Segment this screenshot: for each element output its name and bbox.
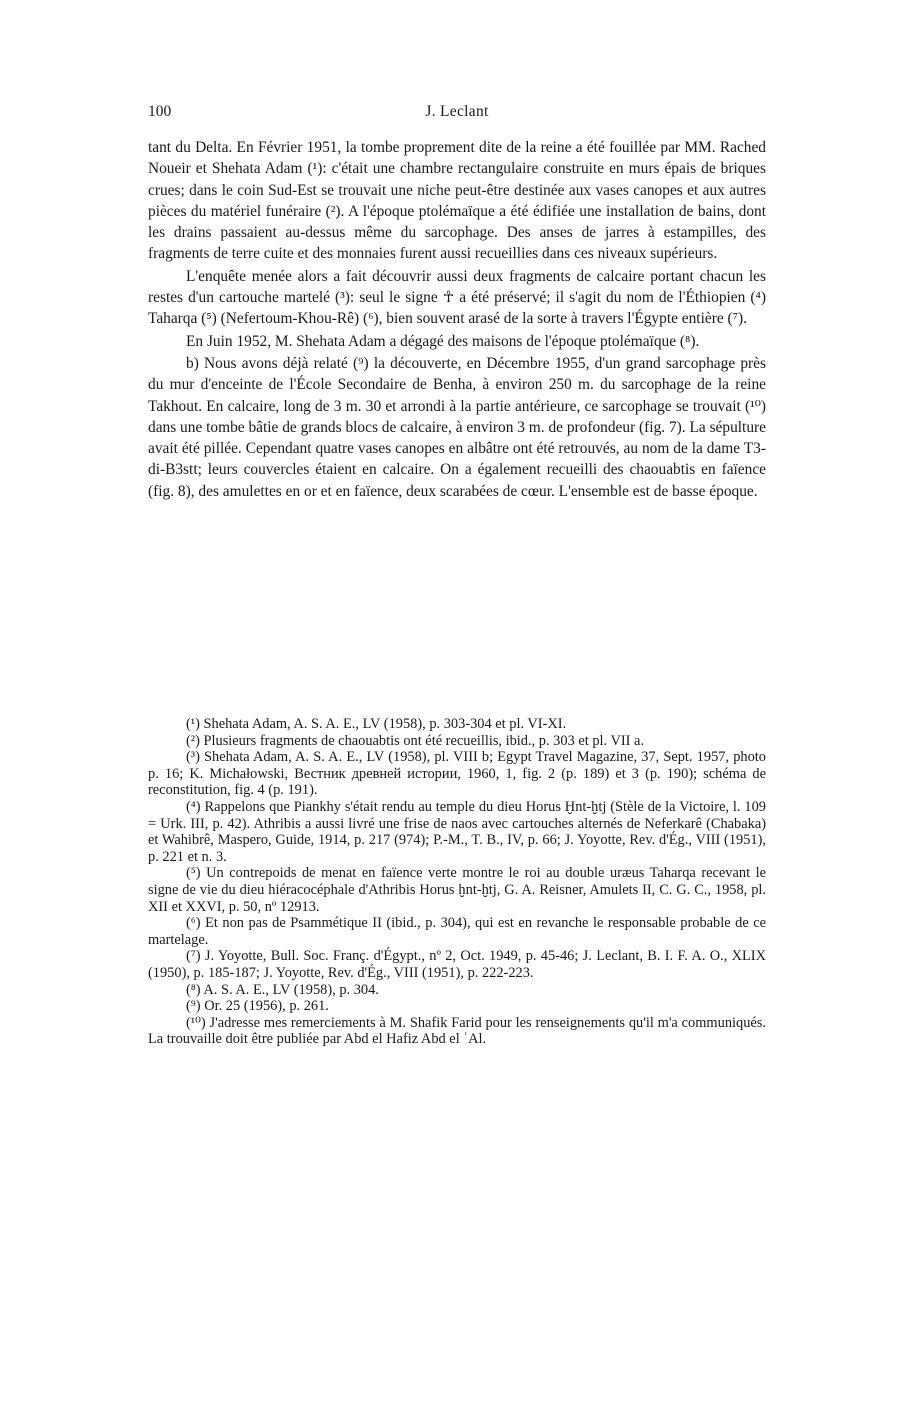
page-number: 100 [148,103,172,120]
paragraph: b) Nous avons déjà relaté (⁹) la découverte, en Décembre 1955, d'un grand sarcophage près du mur d'enceinte de l'École Secondaire de Benha, à environ 250 m. du sarcophage de la reine Takhout. En calcaire, long de 3 m. 30 et arrondi à la partie antérieure, ce sarcophage se trouvait (¹⁰) dans une tombe bâtie de grands blocs de calcaire, à environ 3 m. de profondeur (fig. 7). La sépulture avait été pillée. Cependant quatre vases canopes en albâtre ont été retrouvés, au nom de la dame T3-di-B3stt; leurs couvercles étaient en calcaire. On a également recueilli des chaouabtis en faïence (fig. 8), des amulettes en or et en faïence, deux scarabées de cœur. L'ensemble est de basse époque. [148,354,766,500]
footnote: (²) Plusieurs fragments de chaouabtis ont été recueillis, ibid., p. 303 et pl. VII a. [186,732,645,749]
paragraph: tant du Delta. En Février 1951, la tombe proprement dite de la reine a été fouillée par MM. Rached Noueir et Shehata Adam (¹): c'était une chambre rectangulaire construite en murs épais de briques crues; dans le coin Sud-Est se trouvait une niche peut-être destinée aux vases canopes et aux autres pièces du matériel funéraire (²). A l'époque ptolémaïque a été édifiée une installation de bains, dont les drains passaient au-dessus même du sarcophage. Des anses de jarres à estampilles, des fragments de terre cuite et des monnaies furent aussi recueillies dans ces niveaux supérieurs. [148,139,766,263]
running-author: J. Leclant [425,103,489,120]
footnote: (⁸) A. S. A. E., LV (1958), p. 304. [186,981,379,998]
footnote: (⁶) Et non pas de Psammétique II (ibid., p. 304), qui est en revanche le responsable probable de ce martelage. [148,915,766,948]
footnote: (⁹) Or. 25 (1956), p. 261. [186,998,329,1015]
footnote: (⁵) Un contrepoids de menat en faïence verte montre le roi au double uræus Taharqa recevant le signe de vie du dieu hiéracocéphale d'Athribis Horus ḫnt-ḫtj, G. A. Reisner, Amulets II, C. G. C., 1958, pl. XII et XXVI, p. 50, nº 12913. [148,865,766,915]
footnote: (³) Shehata Adam, A. S. A. E., LV (1958), pl. VIII b; Egypt Travel Magazine, 37, Sept. 1957, photo p. 16; K. Michałowski, Вестник древней истории, 1960, 1, fig. 2 (p. 189) et 3 (p. 190); schéma de reconstitution, fig. 4 (p. 191). [148,749,766,799]
body-text [148,137,766,502]
footnotes [148,716,766,1048]
footnote: (⁴) Rappelons que Piankhy s'était rendu au temple du dieu Horus Ḫnt-ḫtj (Stèle de la Victoire, l. 109 = Urk. III, p. 42). Athribis a aussi livré une frise de naos avec cartouches alternés de Neferkarê (Chabaka) et Wahibrê, Maspero, Guide, 1914, p. 217 (974); P.-M., T. B., IV, p. 66; J. Yoyotte, Rev. d'Ég., VIII (1951), p. 221 et n. 3. [148,798,766,865]
running-header [148,103,766,125]
footnote: (¹) Shehata Adam, A. S. A. E., LV (1958), p. 303-304 et pl. VI-XI. [186,716,567,732]
paragraph: L'enquête menée alors a fait découvrir aussi deux fragments de calcaire portant chacun les restes d'un cartouche martelé (³): seul le signe ☥ a été préservé; il s'agit du nom de l'Éthiopien (⁴) Taharqa (⁵) (Nefertoum-Khou-Rê) (⁶), bien souvent arasé de la sorte à travers l'Égypte entière (⁷). [148,267,766,328]
footnote: (⁷) J. Yoyotte, Bull. Soc. Franç. d'Égypt., nº 2, Oct. 1949, p. 45-46; J. Leclant, B. I. F. A. O., XLIX (1950), p. 185-187; J. Yoyotte, Rev. d'Ég., VIII (1951), p. 222-223. [148,948,766,981]
paragraph: En Juin 1952, M. Shehata Adam a dégagé des maisons de l'époque ptolémaïque (⁸). [186,332,700,350]
footnote: (¹⁰) J'adresse mes remerciements à M. Shafik Farid pour les renseignements qu'il m'a communiqués. La trouvaille doit être publiée par Abd el Hafiz Abd el ʿAl. [148,1014,766,1048]
